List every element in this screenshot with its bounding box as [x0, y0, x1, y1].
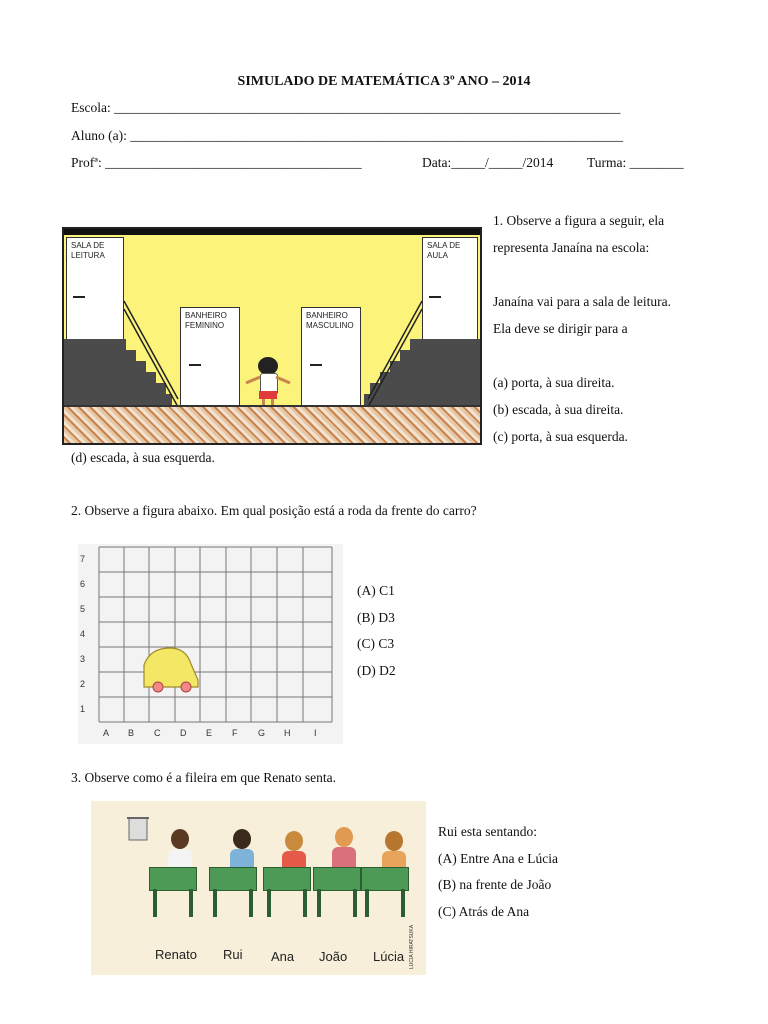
column-label: A: [103, 728, 110, 738]
desk-leg: [249, 889, 253, 917]
q1-option-b: (b) escada, à sua direita.: [493, 402, 624, 417]
question-2: 2. Observe a figura abaixo. Em qual posição está a roda da frente do carro?: [71, 503, 477, 518]
grid-lines: [78, 544, 343, 744]
door-handle: [310, 364, 322, 366]
question-1-line-4: Ela deve se dirigir para a: [493, 321, 628, 336]
desk-leg: [189, 889, 193, 917]
teacher-field: Profª: ______________________________________: [71, 155, 362, 170]
column-label: H: [284, 728, 291, 738]
janaina-arms: [244, 373, 292, 387]
name-lucia: Lúcia: [373, 949, 405, 964]
row-label: 4: [80, 629, 86, 639]
column-label: B: [128, 728, 135, 738]
question-3: 3. Observe como é a fileira em que Renato senta.: [71, 770, 337, 785]
illustrator-credit: LUCIA HIRATSUKA: [409, 924, 415, 969]
female-bathroom-label: BANHEIRO FEMININO: [185, 311, 227, 330]
question-1-line-3: Janaína vai para a sala de leitura.: [493, 294, 672, 309]
question-1-line-1: 1. Observe a figura a seguir, ela: [493, 213, 665, 228]
door-handle: [429, 296, 441, 298]
q2-options: [357, 578, 396, 684]
q2-option-c: (C) C3: [357, 636, 395, 651]
male-bathroom-door: [301, 307, 361, 411]
q2-option-b: (B) D3: [357, 609, 395, 625]
school-scene-figure: [62, 227, 482, 445]
joao-head: [335, 827, 353, 847]
left-room-label: SALA DE LEITURA: [71, 241, 105, 260]
name-joao: João: [319, 949, 348, 964]
male-bathroom-label: BANHEIRO MASCULINO: [306, 311, 354, 330]
desk: [361, 867, 409, 891]
q1-option-c: (c) porta, à sua esquerda.: [493, 429, 628, 444]
row-label: 7: [80, 554, 86, 564]
student-field: Aluno (a): _________________________________________________________________________: [71, 128, 623, 143]
car-rear-wheel: [153, 682, 163, 692]
column-label: I: [314, 728, 317, 738]
door-handle: [189, 364, 201, 366]
desk: [149, 867, 197, 891]
door-handle: [73, 296, 85, 298]
car-front-wheel: [181, 682, 191, 692]
row-label: 1: [80, 704, 86, 714]
date-field: Data:_____/_____/2014: [422, 155, 554, 170]
coordinate-grid-figure: [78, 544, 343, 744]
ceiling: [64, 229, 480, 235]
name-ana: Ana: [271, 949, 295, 964]
janaina-skirt: [259, 391, 277, 399]
lucia-head: [385, 831, 403, 851]
row-label: 6: [80, 579, 86, 589]
class-field: Turma: ________: [587, 155, 684, 170]
floor: [64, 405, 480, 443]
question-1: [493, 207, 698, 450]
row-label: 5: [80, 604, 86, 614]
q3-option-b: (B) na frente de João: [438, 877, 552, 892]
desk: [209, 867, 257, 891]
renato-head: [171, 829, 189, 849]
right-room-label: SALA DE AULA: [427, 241, 461, 260]
right-railing: [364, 299, 424, 409]
column-label: C: [154, 728, 161, 738]
name-renato: Renato: [155, 947, 197, 962]
column-label: G: [258, 728, 266, 738]
q3-prompt: Rui esta sentando:: [438, 824, 537, 839]
right-room-door: [422, 237, 478, 341]
car-body: [144, 648, 198, 687]
column-label: D: [180, 728, 187, 738]
female-bathroom-door: [180, 307, 240, 411]
rui-head: [233, 829, 251, 849]
school-field: Escola: ___________________________________________________________________________: [71, 100, 621, 115]
desk: [263, 867, 311, 891]
desk-leg: [267, 889, 271, 917]
q1-option-d: (d) escada, à sua esquerda.: [71, 450, 215, 465]
q3-option-c: (C) Atrás de Ana: [438, 903, 530, 919]
q2-option-a: (A) C1: [357, 583, 395, 598]
q2-option-d: (D) D2: [357, 662, 396, 678]
question-1-line-2: representa Janaína na escola:: [493, 240, 650, 255]
desk: [313, 867, 361, 891]
ana-head: [285, 831, 303, 851]
q3-option-a: (A) Entre Ana e Lúcia: [438, 850, 558, 866]
classroom-figure: [91, 801, 426, 975]
row-label: 3: [80, 654, 86, 664]
desk-leg: [317, 889, 321, 917]
desk-leg: [213, 889, 217, 917]
desk-leg: [401, 889, 405, 917]
desk-leg: [303, 889, 307, 917]
row-label: 2: [80, 679, 86, 689]
left-railing: [122, 299, 182, 409]
desk-leg: [365, 889, 369, 917]
desk-leg: [153, 889, 157, 917]
left-room-door: [66, 237, 124, 341]
column-label: E: [206, 728, 213, 738]
q1-option-a: (a) porta, à sua direita.: [493, 375, 615, 390]
name-rui: Rui: [223, 947, 243, 962]
column-label: F: [232, 728, 238, 738]
desk-leg: [353, 889, 357, 917]
trash-can: [127, 815, 149, 841]
q3-options: [438, 819, 558, 925]
page-title: SIMULADO DE MATEMÁTICA 3º ANO – 2014: [237, 74, 531, 89]
